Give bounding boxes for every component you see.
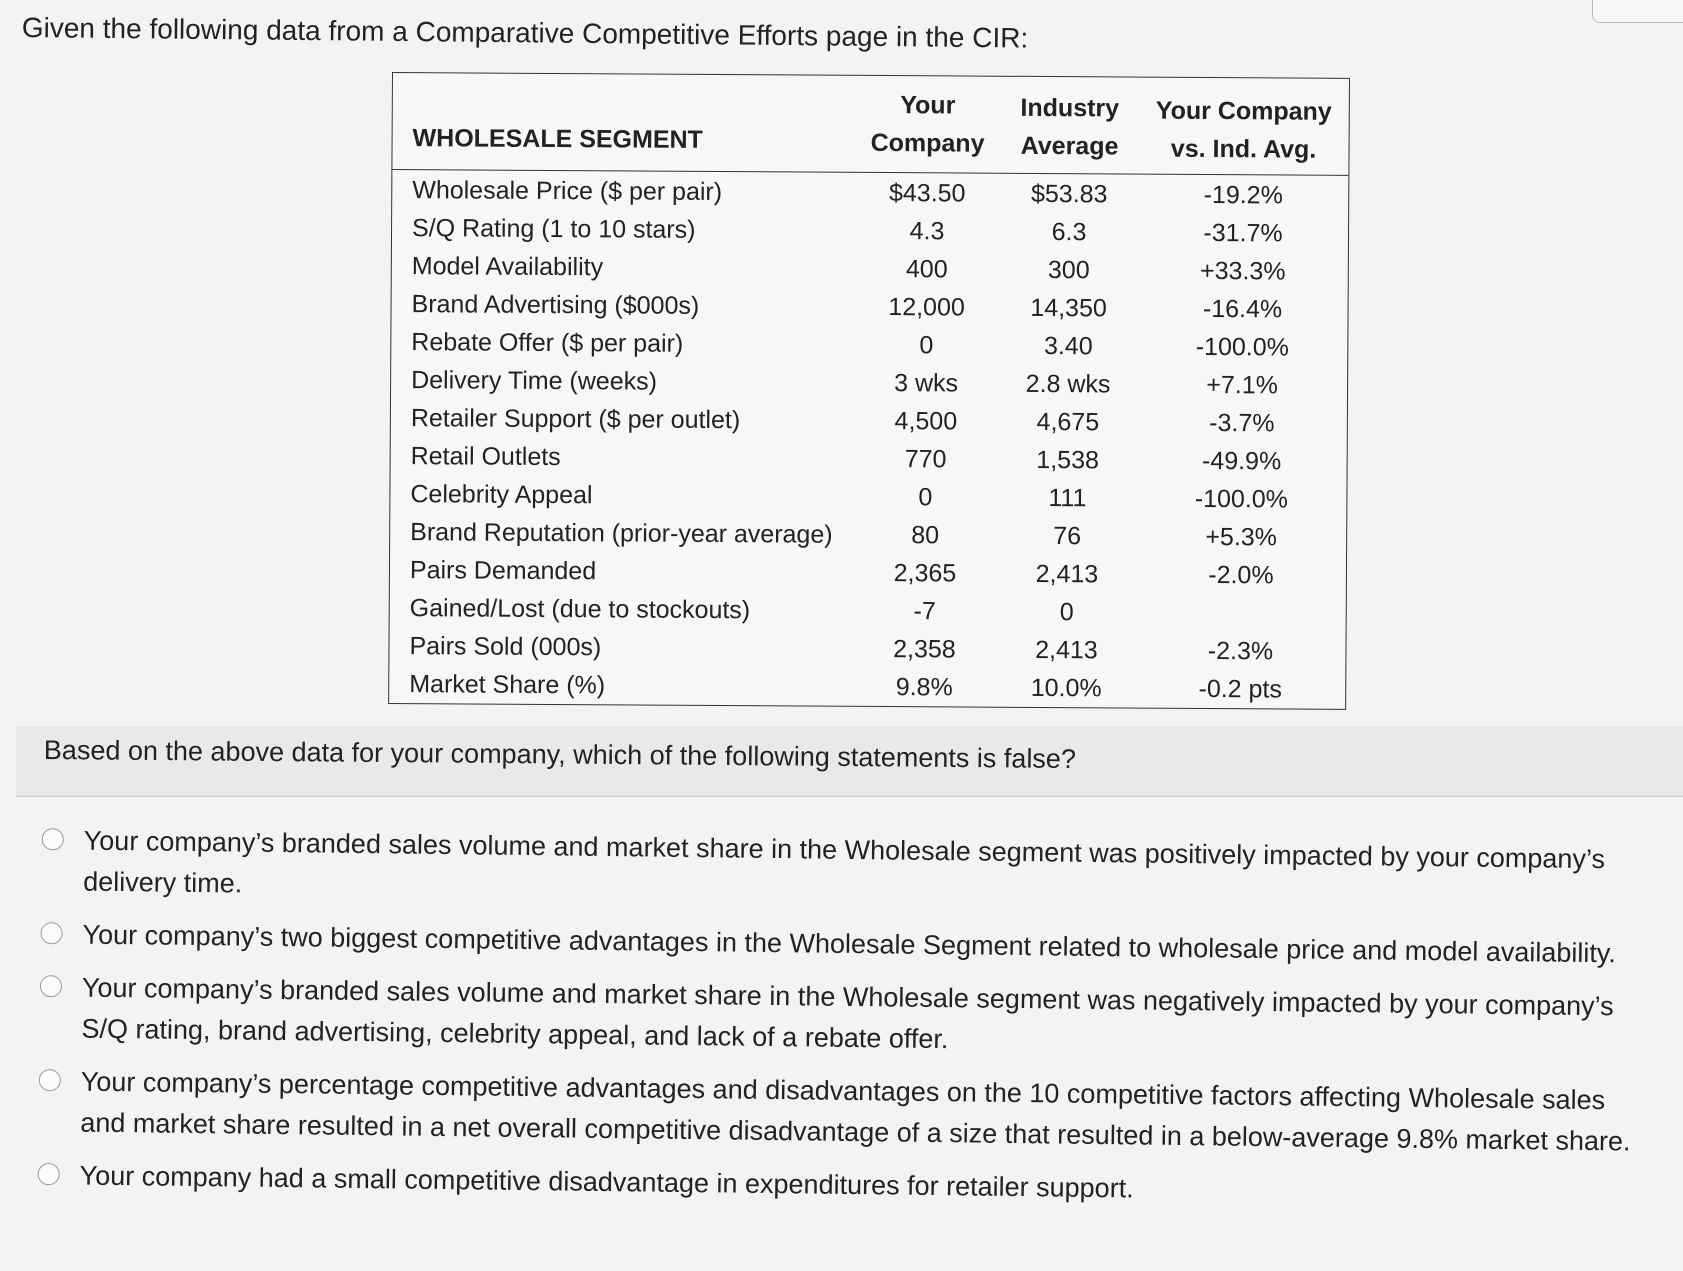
row-industry-average-value: 2,413 [1035, 635, 1098, 665]
table-row [391, 285, 1347, 329]
row-your-company-value: 2,358 [893, 635, 956, 664]
row-vs-average-value: -2.3% [1207, 636, 1274, 666]
row-label: S/Q Rating (1 to 10 stars) [411, 214, 696, 244]
header-vs-industry-average [1148, 92, 1338, 169]
answer-option-text: Your company had a small competitive disadvantage in expenditures for retailer support. [79, 1160, 1134, 1204]
answer-option-text: Your company’s percentage competitive advantages and disadvantages on the 10 competitive factors affecting Wholesale sales and market share resulted in a net overall competitive disadvantage of a size that resulted in a below-average 9.8% market share. [80, 1066, 1631, 1157]
answer-option-text: Your company’s two biggest competitive advantages in the Wholesale Segment related to wholesale price and model availability. [82, 919, 1617, 969]
row-your-company-value: 80 [911, 521, 940, 550]
header-industry-average-line1: Industry [1020, 93, 1120, 123]
table-row [390, 589, 1346, 633]
row-your-company-value: 4.3 [909, 217, 945, 246]
answer-option-3[interactable] [33, 967, 1654, 1069]
row-your-company-value: 9.8% [895, 673, 953, 702]
row-vs-average-value: -16.4% [1202, 294, 1283, 324]
row-industry-average-value: 2.8 wks [1025, 369, 1111, 399]
row-your-company-value: 400 [905, 255, 948, 284]
row-your-company-value: 0 [918, 483, 933, 512]
question-text: Based on the above data for your company, which of the following statements is false? [43, 735, 1077, 775]
row-vs-average-value: -0.2 pts [1198, 674, 1283, 704]
header-industry-average-line2: Average [1020, 131, 1119, 161]
table-row [392, 247, 1348, 291]
row-vs-average-value: -49.9% [1201, 446, 1282, 476]
row-industry-average-value: $53.83 [1030, 179, 1108, 209]
row-vs-average-value: +33.3% [1199, 256, 1286, 286]
answer-option-4[interactable] [32, 1061, 1653, 1163]
row-label: Wholesale Price ($ per pair) [412, 176, 723, 207]
table-row [392, 171, 1348, 215]
table-row [391, 399, 1347, 443]
header-your-company [862, 86, 992, 163]
table-row [390, 513, 1346, 557]
row-industry-average-value: 10.0% [1030, 673, 1102, 703]
row-vs-average-value: +7.1% [1206, 370, 1278, 400]
row-your-company-value: 0 [919, 331, 934, 360]
radio-button[interactable] [40, 975, 62, 997]
row-vs-average-value: -100.0% [1194, 484, 1289, 514]
row-industry-average-value: 14,350 [1030, 293, 1107, 323]
row-vs-average-value: -19.2% [1203, 180, 1283, 210]
header-your-company-line2: Company [870, 128, 985, 158]
radio-button[interactable] [40, 922, 62, 944]
header-your-company-line1: Your [900, 91, 956, 120]
header-vs-line1: Your Company [1155, 96, 1332, 126]
table-row [389, 665, 1345, 709]
row-your-company-value: 12,000 [888, 293, 965, 322]
row-your-company-value: 770 [904, 445, 947, 474]
table-header [392, 73, 1349, 176]
row-label: Pairs Sold (000s) [409, 632, 602, 662]
table-body [389, 171, 1348, 709]
row-industry-average-value: 3.40 [1043, 331, 1093, 361]
radio-button[interactable] [38, 1163, 60, 1185]
row-label: Delivery Time (weeks) [411, 366, 658, 396]
row-label: Gained/Lost (due to stockouts) [409, 594, 751, 625]
row-vs-average-value [1146, 594, 1336, 595]
table-row [390, 475, 1346, 519]
answer-option-text: Your company’s branded sales volume and market share in the Wholesale segment was positively impacted by your company’s delivery time. [83, 825, 1606, 899]
top-right-tab[interactable] [1592, 0, 1683, 23]
row-label: Retailer Support ($ per outlet) [410, 404, 741, 435]
row-your-company-value: $43.50 [888, 179, 966, 208]
header-industry-average [1004, 89, 1134, 166]
table-row [391, 323, 1347, 367]
row-your-company-value: -7 [913, 597, 936, 626]
header-vs-line2: vs. Ind. Avg. [1170, 134, 1317, 164]
radio-button[interactable] [39, 1069, 61, 1091]
row-vs-average-value: -100.0% [1195, 332, 1289, 362]
row-label: Rebate Offer ($ per pair) [411, 328, 684, 358]
row-vs-average-value: -3.7% [1209, 408, 1275, 438]
row-label: Market Share (%) [409, 670, 606, 700]
row-your-company-value: 4,500 [894, 407, 958, 436]
answer-option-1[interactable] [35, 820, 1656, 922]
row-vs-average-value: +5.3% [1205, 522, 1278, 552]
row-industry-average-value: 111 [1048, 484, 1087, 513]
row-industry-average-value: 0 [1059, 598, 1074, 627]
answer-options [31, 820, 1656, 1228]
answer-option-text: Your company’s branded sales volume and market share in the Wholesale segment was negatively impacted by your company’s S/Q rating, brand advertising, celebrity appeal, and lack of a rebate offer. [81, 972, 1614, 1055]
row-vs-average-value: -2.0% [1208, 560, 1274, 590]
row-your-company-value: 2,365 [893, 559, 957, 588]
radio-button[interactable] [42, 828, 64, 850]
row-industry-average-value: 4,675 [1036, 407, 1100, 437]
row-your-company-value: 3 wks [894, 369, 959, 398]
row-label: Retail Outlets [410, 442, 561, 472]
row-industry-average-value: 2,413 [1035, 559, 1099, 589]
row-label: Pairs Demanded [409, 556, 597, 586]
header-wholesale-segment: WHOLESALE SEGMENT [412, 124, 703, 154]
table-row [391, 361, 1347, 405]
comparative-efforts-table [388, 72, 1350, 710]
table-row [391, 437, 1347, 481]
row-label: Brand Reputation (prior-year average) [410, 518, 833, 549]
intro-text: Given the following data from a Comparative Competitive Efforts page in the CIR: [21, 12, 1029, 54]
row-label: Brand Advertising ($000s) [411, 290, 700, 320]
row-industry-average-value: 76 [1053, 522, 1082, 551]
answer-option-5[interactable] [31, 1155, 1651, 1216]
row-label: Celebrity Appeal [410, 480, 593, 510]
table-row [392, 209, 1348, 253]
row-industry-average-value: 300 [1047, 256, 1090, 285]
table-row [389, 627, 1345, 671]
row-vs-average-value: -31.7% [1203, 218, 1283, 248]
answer-option-2[interactable] [34, 914, 1654, 975]
row-industry-average-value: 1,538 [1036, 445, 1100, 475]
row-industry-average-value: 6.3 [1051, 218, 1087, 247]
row-label: Model Availability [411, 252, 604, 282]
table-row [390, 551, 1346, 595]
